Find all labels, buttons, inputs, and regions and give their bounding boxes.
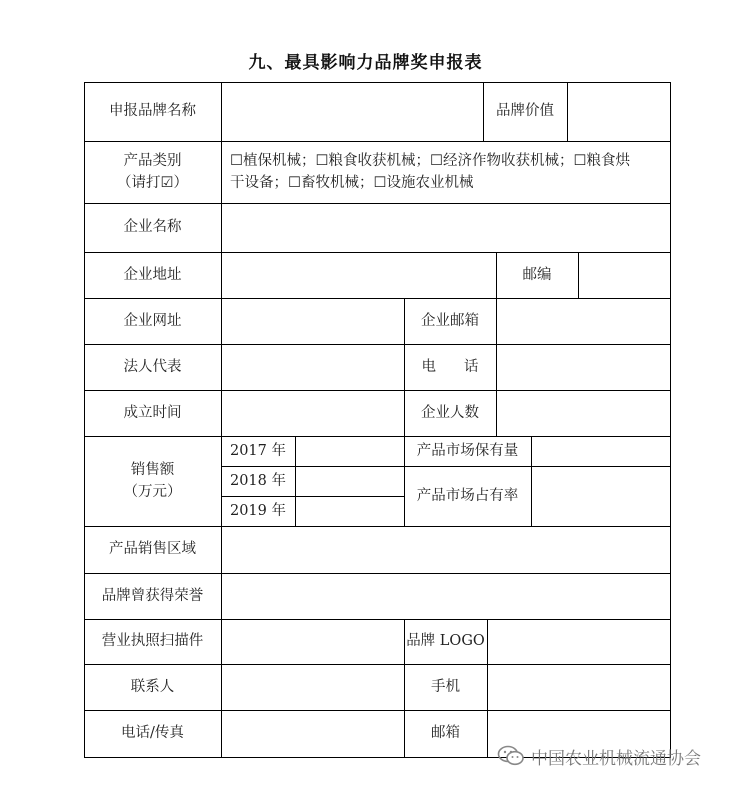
company-name-label: 企业名称 — [123, 219, 182, 236]
brand-logo-field[interactable] — [488, 620, 670, 664]
sales-region-label: 产品销售区域 — [109, 541, 196, 558]
sales-label-line1: 销售额 — [130, 461, 175, 478]
market-holdings-field[interactable] — [532, 437, 670, 466]
website-field[interactable] — [222, 299, 404, 344]
sales-2017-field[interactable] — [296, 437, 404, 466]
legal-rep-field[interactable] — [222, 345, 404, 390]
year-2018-label: 2018 年 — [229, 472, 286, 489]
honors-label: 品牌曾获得荣誉 — [101, 587, 204, 604]
phone-label-char2: 话 — [464, 358, 479, 375]
watermark — [497, 740, 727, 772]
sales-label — [84, 436, 221, 526]
market-holdings-label: 产品市场保有量 — [416, 442, 519, 459]
company-email-field[interactable] — [497, 299, 670, 344]
honors-field[interactable] — [222, 574, 670, 619]
email-label: 邮箱 — [431, 725, 460, 742]
founded-field[interactable] — [222, 391, 404, 436]
mobile-field[interactable] — [488, 665, 670, 710]
company-address-label: 企业地址 — [123, 266, 182, 283]
sales-label-line2: （万元） — [123, 484, 182, 500]
license-scan-label: 营业执照扫描件 — [101, 633, 204, 650]
phone-label-char1: 电 — [421, 358, 436, 375]
brand-value-label: 品牌价值 — [496, 103, 554, 120]
mobile-label: 手机 — [431, 678, 460, 695]
form-title: 九、最具影响力品牌奖申报表 — [248, 53, 483, 73]
company-address-field[interactable] — [222, 253, 496, 298]
watermark-text: 中国农业机械流通协会 — [531, 748, 701, 769]
market-share-field[interactable] — [532, 467, 670, 526]
brand-name-label: 申报品牌名称 — [109, 103, 196, 120]
year-2017-label: 2017 年 — [229, 442, 286, 459]
contact-field[interactable] — [222, 665, 404, 710]
website-label: 企业网址 — [123, 312, 182, 329]
category-options-line1: ☐植保机械；☐粮食收获机械；☐经济作物收获机械；☐粮食烘 — [230, 152, 630, 169]
brand-name-field[interactable] — [222, 83, 483, 141]
sales-2018-field[interactable] — [296, 467, 404, 496]
postcode-field[interactable] — [579, 253, 670, 298]
product-category-options[interactable] — [222, 142, 670, 203]
year-2019-label: 2019 年 — [229, 502, 286, 519]
application-form-table — [84, 82, 671, 758]
brand-logo-label: 品牌 LOGO — [406, 633, 485, 650]
company-name-field[interactable] — [222, 204, 670, 252]
product-category-label — [84, 141, 221, 203]
legal-rep-label: 法人代表 — [123, 358, 182, 375]
company-email-label: 企业邮箱 — [421, 312, 479, 329]
category-options-line2: 干设备；☐畜牧机械；☐设施农业机械 — [230, 174, 474, 191]
wechat-icon — [497, 745, 525, 767]
product-category-label-line2: （请打☑） — [117, 175, 188, 191]
phone-field[interactable] — [497, 345, 670, 390]
phone-fax-field[interactable] — [222, 711, 404, 757]
sales-region-field[interactable] — [222, 527, 670, 573]
founded-label: 成立时间 — [123, 404, 182, 421]
table-rule — [670, 82, 671, 758]
phone-label — [404, 344, 496, 390]
contact-label: 联系人 — [130, 678, 175, 695]
product-category-label-line1: 产品类别 — [123, 152, 182, 169]
license-scan-field[interactable] — [222, 620, 404, 664]
postcode-label: 邮编 — [522, 266, 552, 283]
brand-value-field[interactable] — [568, 83, 670, 141]
phone-fax-label: 电话/传真 — [121, 725, 184, 742]
sales-2019-field[interactable] — [296, 497, 404, 526]
employees-label: 企业人数 — [421, 404, 479, 421]
market-share-label: 产品市场占有率 — [416, 487, 519, 504]
employees-field[interactable] — [497, 391, 670, 436]
